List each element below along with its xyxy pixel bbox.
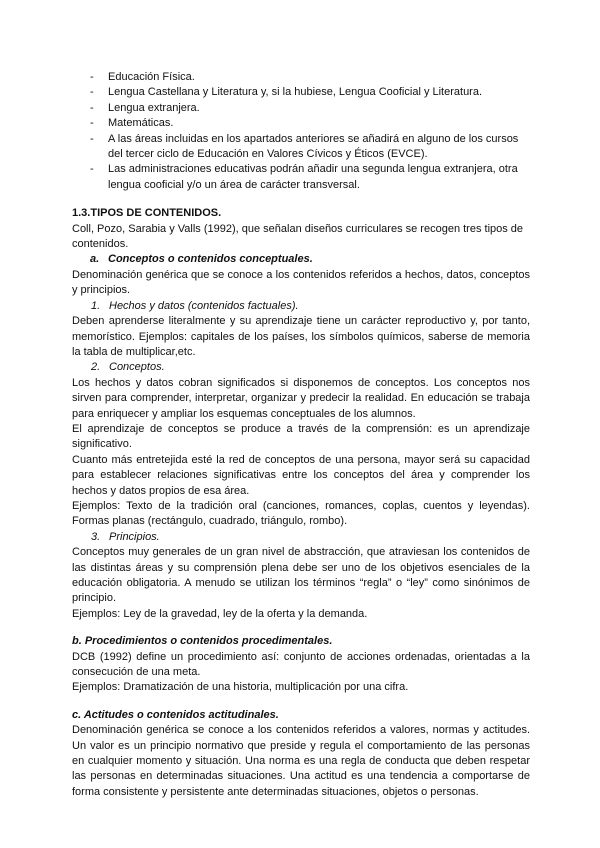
list-item-text: Las administraciones educativas podrán añadir una segunda lengua extranjera, otra lengua cooficial y/o un área de carácter transversal. [108,163,518,191]
section-b-text-1: DCB (1992) define un procedimiento así: conjunto de acciones ordenadas, orientadas a la consecución de una meta. [72,650,530,679]
dash-bullet: - [90,117,94,130]
section-a-title [90,252,530,267]
subsection-3-label: 3. [91,530,101,543]
list-item [72,101,530,116]
list-item [72,132,530,163]
section-a-text: Denominación genérica que se conoce a los contenidos referidos a hechos, datos, conceptos y principios. [72,268,530,297]
document-page [72,70,530,800]
subsection-1-title-text: Hechos y datos (contenidos factuales). [109,299,299,312]
subsection-3-title [91,530,530,545]
subsection-3-text-2: Ejemplos: Ley de la gravedad, ley de la oferta y la demanda. [72,607,368,620]
subsection-2-text-4: Ejemplos: Texto de la tradición oral (canciones, romances, coplas, cuentos y leyendas). Formas planas (rectángulo, cuadrado, triángulo, rombo). [72,499,530,528]
list-item-text: Lengua Castellana y Literatura y, si la hubiese, Lengua Cooficial y Literatura. [108,86,483,99]
subsection-2-text-2: El aprendizaje de conceptos se produce a través de la comprensión: es un aprendizaje significativo. [72,422,530,451]
dash-bullet: - [90,101,94,114]
section-b-title: b. Procedimientos o contenidos procedimentales. [72,635,333,648]
list-item-text: Lengua extranjera. [108,101,200,114]
subsection-2-title [91,360,530,375]
subsection-1-title [91,299,530,314]
areas-list [72,70,530,193]
list-item [72,85,530,100]
section-heading: 1.3.TIPOS DE CONTENIDOS. [72,207,222,220]
subsection-1-label: 1. [91,299,101,312]
section-c-title: c. Actitudes o contenidos actitudinales. [72,708,279,721]
subsection-2-title-text: Conceptos. [109,361,165,374]
list-item [72,70,530,85]
dash-bullet: - [90,163,94,176]
list-item-text: Matemáticas. [108,117,174,130]
section-a-label: a. [90,253,100,266]
intro-paragraph: Coll, Pozo, Sarabia y Valls (1992), que señalan diseños curriculares se recogen tres tipos de contenidos. [72,222,524,251]
dash-bullet: - [90,71,94,83]
section-b-text-2: Ejemplos: Dramatización de una historia, multiplicación por una cifra. [72,681,409,694]
list-item [72,162,530,193]
section-a-title-text: Conceptos o contenidos conceptuales. [108,253,313,266]
subsection-2-label: 2. [91,361,101,374]
dash-bullet: - [90,132,94,145]
subsection-2-text-1: Los hechos y datos cobran significados si disponemos de conceptos. Los conceptos nos sirven para comprender, interpretar, organizar y predecir la realidad. En educación se trabaja para enriquecer y ampliar los esquemas conceptuales de los alumnos. [72,376,530,420]
subsection-2-text-3: Cuanto más entretejida esté la red de conceptos de una persona, mayor será su capacidad para establecer relaciones significativas entre los conceptos del área y comprender los hechos y datos propios de esa área. [72,453,530,497]
subsection-3-title-text: Principios. [109,530,160,543]
list-item [72,116,530,131]
subsection-1-text: Deben aprenderse literalmente y su aprendizaje tiene un carácter reproductivo y, por tanto, memorístico. Ejemplos: capitales de los países, los símbolos químicos, saberse de memoria la tabla de multiplicar,etc. [72,315,530,358]
list-item-text: A las áreas incluidas en los apartados anteriores se añadirá en alguno de los cursos del tercer ciclo de Educación en Valores Cívicos y Éticos (EVCE). [108,132,519,161]
list-item-text: Educación Física. [108,71,195,83]
subsection-3-text-1: Conceptos muy generales de un gran nivel de abstracción, que atraviesan los contenidos de las distintas áreas y su comprensión plena debe ser uno de los objetivos esenciales de la educación obligatoria. A menudo se utilizan los términos “regla” o “ley” como sinónimos de principio. [72,546,530,605]
section-c-text: Denominación genérica se conoce a los contenidos referidos a valores, normas y actitudes. Un valor es un principio normativo que preside y regula el comportamiento de las personas en cualquier momento y situación. Una norma es una regla de conducta que deben respetar las personas en determinadas situaciones. Una actitud es una tendencia a comportarse de forma consistente y persistente ante determinadas situaciones, objetos o personas. [72,724,530,798]
dash-bullet: - [90,86,94,99]
